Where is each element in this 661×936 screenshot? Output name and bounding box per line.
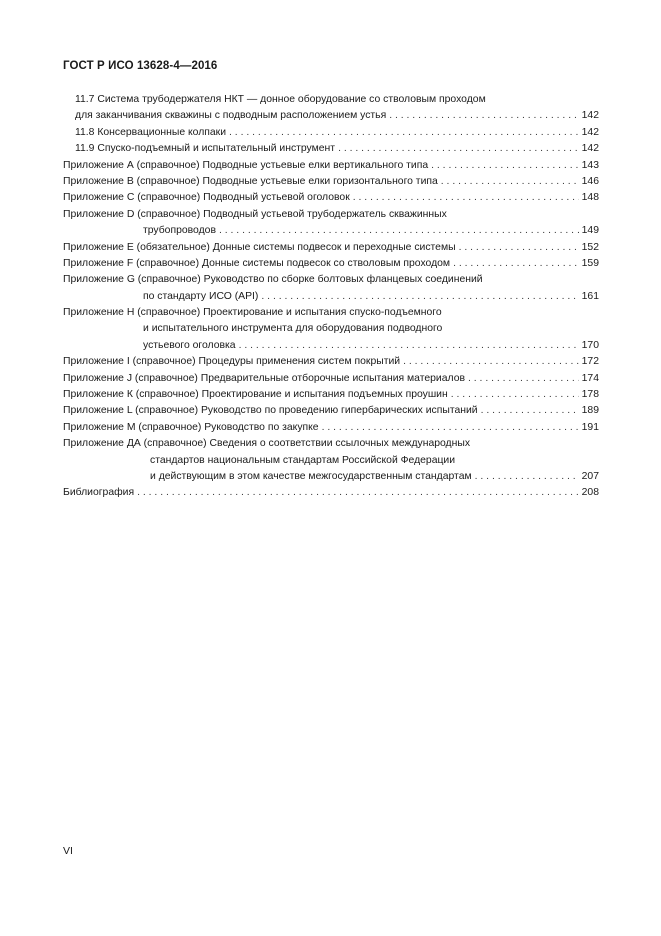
toc-entry-line (63, 387, 599, 403)
toc-entry-text: Приложение М (справочное) Руководство по закупке (63, 421, 319, 433)
toc-entry-text: стандартов национальным стандартам Российской Федерации (150, 454, 456, 466)
toc-page-number: 148 (581, 192, 599, 204)
toc-entry (63, 256, 599, 272)
document-header-title: ГОСТ Р ИСО 13628-4—2016 (63, 60, 218, 72)
toc-entry-text: Приложение G (справочное) Руководство по сборке болтовых фланцевых соединений (63, 274, 483, 286)
toc-entry-text: Библиография (63, 487, 135, 499)
toc-entry-line (63, 289, 599, 305)
toc-leader-dots (239, 338, 579, 354)
toc-entry-line (63, 305, 599, 321)
toc-entry-text: Приложение А (справочное) Подводные устьевые елки вертикального типа (63, 159, 429, 171)
toc-leader-dots (468, 371, 579, 387)
toc-entry-line (63, 92, 599, 108)
toc-entry-line (63, 436, 599, 452)
toc-page-number: 161 (581, 290, 599, 302)
toc-entry-line (63, 371, 599, 387)
toc-leader-dots (431, 158, 579, 174)
toc-entry (63, 207, 599, 240)
toc-page-number: 142 (581, 143, 599, 155)
toc-entry (63, 240, 599, 256)
toc-page-number: 159 (581, 257, 599, 269)
toc-entry (63, 305, 599, 354)
toc-leader-dots (261, 289, 578, 305)
toc-entry-text: трубопроводов (143, 225, 216, 237)
toc-entry (63, 403, 599, 419)
toc-entry (63, 387, 599, 403)
toc-entry-line (63, 174, 599, 190)
toc-page-number: 152 (581, 241, 599, 253)
toc-entry-line (63, 354, 599, 370)
toc-page-number: 143 (581, 159, 599, 171)
toc-entry-text: Приложение D (справочное) Подводный устьевой трубодержатель скважинных (63, 208, 447, 220)
toc-entry-line (63, 420, 599, 436)
toc-leader-dots (441, 174, 579, 190)
toc-entry-line (63, 485, 599, 501)
toc-entry (63, 190, 599, 206)
toc-page-number: 189 (581, 405, 599, 417)
toc-entry-text: Приложение I (справочное) Процедуры применения систем покрытий (63, 356, 401, 368)
toc-entry-line (63, 469, 599, 485)
toc-entry-text: Приложение J (справочное) Предварительные отборочные испытания материалов (63, 372, 465, 384)
toc-leader-dots (137, 485, 579, 501)
table-of-contents (63, 92, 599, 502)
toc-entry-text: Приложение В (справочное) Подводные устьевые елки горизонтального типа (63, 175, 438, 187)
toc-entry-line (63, 125, 599, 141)
toc-page-number: 170 (581, 339, 599, 351)
toc-entry-text: Приложение Н (справочное) Проектирование и испытания спуско-подъемного (63, 307, 442, 319)
toc-entry (63, 92, 599, 125)
toc-leader-dots (322, 420, 579, 436)
toc-entry-line (63, 223, 599, 239)
toc-entry-line (63, 141, 599, 157)
toc-entry (63, 174, 599, 190)
toc-entry-line (63, 272, 599, 288)
toc-entry (63, 436, 599, 485)
toc-entry (63, 420, 599, 436)
toc-leader-dots (403, 354, 579, 370)
toc-entry-text: 11.7 Система трубодержателя НКТ — донное оборудование со стволовым проходом (75, 94, 486, 105)
toc-page-number: 208 (581, 487, 599, 499)
toc-entry-text: Приложение С (справочное) Подводный устьевой оголовок (63, 192, 350, 204)
toc-entry-text: для заканчивания скважины с подводным расположением устья (75, 110, 387, 122)
toc-entry-text: Приложение F (справочное) Донные системы подвесок со стволовым проходом (63, 257, 451, 269)
toc-entry-line (63, 240, 599, 256)
toc-page-number: 149 (581, 225, 599, 237)
toc-leader-dots (219, 223, 579, 239)
toc-leader-dots (453, 256, 579, 272)
toc-entry-line (63, 338, 599, 354)
toc-entry-text: по стандарту ИСО (API) (143, 290, 259, 302)
page-number: VI (63, 845, 73, 857)
toc-entry-line (63, 256, 599, 272)
toc-page-number: 207 (581, 470, 599, 482)
toc-entry-text: 11.8 Консервационные колпаки (75, 126, 227, 138)
toc-entry (63, 141, 599, 157)
toc-entry (63, 354, 599, 370)
toc-leader-dots (459, 240, 579, 256)
toc-page-number: 172 (581, 356, 599, 368)
toc-page-number: 174 (581, 372, 599, 384)
toc-entry-text: устьевого оголовка (143, 339, 236, 351)
toc-page-number: 142 (581, 110, 599, 122)
toc-entry-text: 11.9 Спуско-подъемный и испытательный инструмент (75, 143, 336, 155)
toc-entry-text: Приложение ДА (справочное) Сведения о соответствии ссылочных международных (63, 438, 471, 450)
toc-entry-line (63, 207, 599, 223)
toc-leader-dots (229, 125, 579, 141)
toc-entry-line (63, 108, 599, 124)
toc-entry-text: и действующим в этом качестве межгосударственным стандартам (150, 470, 472, 482)
toc-leader-dots (475, 469, 579, 485)
toc-entry-line (63, 158, 599, 174)
toc-entry (63, 485, 599, 501)
toc-page-number: 191 (581, 421, 599, 433)
toc-leader-dots (353, 190, 579, 206)
toc-page-number: 178 (581, 389, 599, 401)
toc-leader-dots (389, 108, 578, 124)
toc-entry-line (63, 453, 599, 469)
toc-leader-dots (451, 387, 579, 403)
toc-entry-line (63, 190, 599, 206)
toc-entry-line (63, 321, 599, 337)
toc-entry-text: Приложение К (справочное) Проектирование и испытания подъемных проушин (63, 389, 448, 401)
toc-leader-dots (481, 403, 579, 419)
toc-entry-text: Приложение L (справочное) Руководство по проведению гипербарических испытаний (63, 405, 478, 417)
toc-entry (63, 158, 599, 174)
toc-page-number: 142 (581, 126, 599, 138)
toc-entry (63, 371, 599, 387)
toc-leader-dots (338, 141, 579, 157)
toc-entry (63, 125, 599, 141)
toc-entry-text: Приложение Е (обязательное) Донные системы подвесок и переходные системы (63, 241, 456, 253)
toc-entry-line (63, 403, 599, 419)
toc-entry (63, 272, 599, 305)
toc-entry-text: и испытательного инструмента для оборудования подводного (143, 323, 443, 335)
toc-page-number: 146 (581, 175, 599, 187)
